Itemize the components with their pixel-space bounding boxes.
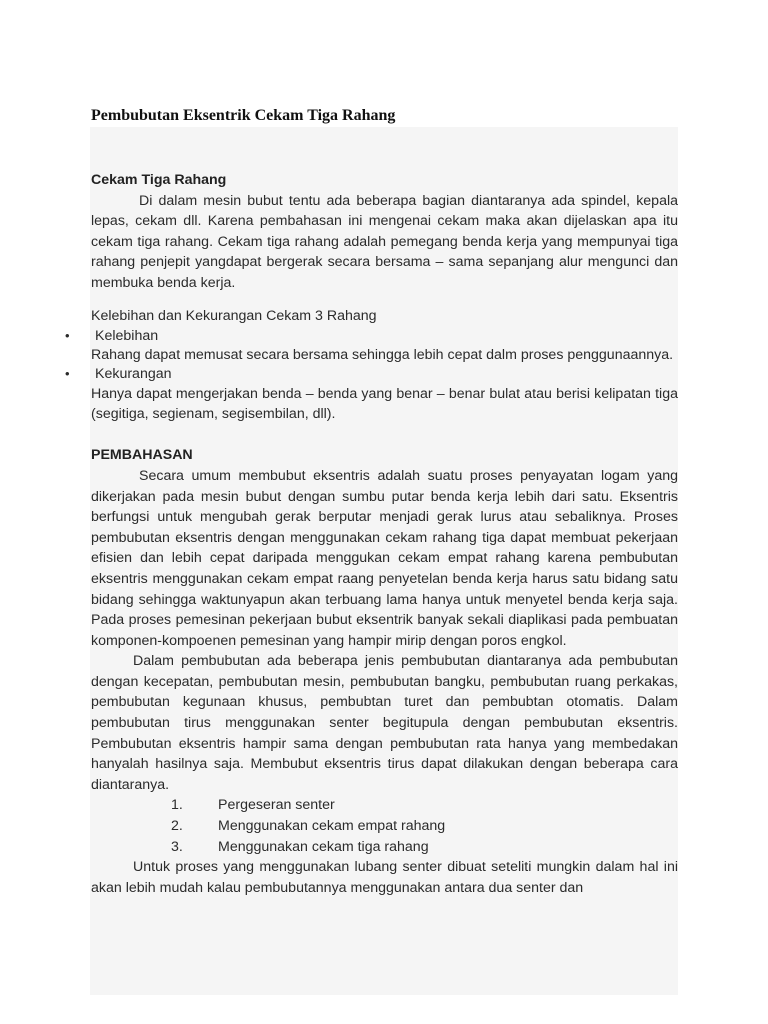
paragraph-pembahasan-2: Dalam pembubutan ada beberapa jenis pembubutan diantaranya ada pembubutan dengan kecepatan, pembubutan mesin, pembubutan bangku, pembubutan ruang perkakas, pembubutan kegunaan khusus, pembubtan turet dan pembubtan otomatis. Dalam pembubutan tirus menggunakan senter begitupula dengan pembubutan eksentris. Pembubutan eksentris hampir sama dengan pembubutan rata hanya yang membedakan hanyalah hasilnya saja. Membubut eksentris tirus dapat dilakukan dengan beberapa cara diantaranya. (91, 653, 678, 793)
list-item (91, 795, 678, 816)
list-item-number: 3. (171, 838, 183, 855)
paragraph-cekam: Di dalam mesin bubut tentu ada beberapa bagian diantaranya ada spindel, kepala lepas, cekam dll. Karena pembahasan ini mengenai cekam maka akan dijelaskan apa itu cekam tiga rahang. Cekam tiga rahang adalah pemegang benda kerja yang mempunyai tiga rahang penjepit yangdapat bergerak secara bersama – sama sepanjang alur mengunci dan membuka benda kerja. (91, 192, 678, 291)
list-item (91, 816, 678, 837)
list-item-label: Kekurangan (95, 365, 172, 382)
section-heading-cekam: Cekam Tiga Rahang (91, 172, 227, 188)
page-title: Pembubutan Eksentrik Cekam Tiga Rahang (91, 107, 396, 124)
bullet-icon: • (65, 328, 70, 344)
list-item (91, 837, 678, 858)
list-item (65, 364, 678, 385)
list-item (65, 326, 678, 347)
bullet-icon: • (65, 365, 70, 381)
paragraph-pembahasan-1: Secara umum membubut eksentris adalah suatu proses penyayatan logam yang dikerjakan pada mesin bubut dengan sumbu putar benda kerja lebih dari satu. Eksentris berfungsi untuk mengubah gerak berputar menjadi gerak lurus atau sebaliknya. Proses pembubutan eksentris dengan menggunakan cekam rahang tiga dapat membuat pekerjaan efisien dan lebih cepat daripada menggukan cekam empat rahang karena pembubutan eksentris menggunakan cekam empat raang penyetelan benda kerja harus satu bidang satu bidang sehingga waktunyapun akan terbuang lama hanya untuk menyetel benda kerja saja. Pada proses pemesinan pekerjaan bubut eksentrik banyak sekali diaplikasi pada pembuatan komponen-kompoenen pemesinan yang hampir mirip dengan poros engkol. (91, 467, 678, 649)
list-item-text: Menggunakan cekam tiga rahang (218, 838, 429, 855)
list-item-label: Kelebihan (95, 328, 159, 345)
document-body (65, 170, 678, 898)
list-item-text: Pergeseran senter (218, 797, 335, 814)
list-item-number: 1. (171, 797, 183, 814)
section-heading-pembahasan: PEMBAHASAN (91, 447, 193, 464)
paragraph-pembahasan-3: Untuk proses yang menggunakan lubang senter dibuat seteliti mungkin dalam hal ini akan lebih mudah kalau pembubutannya menggunakan antara dua senter dan (91, 859, 678, 896)
list-item-description: Hanya dapat mengerjakan benda – benda yang benar – benar bulat atau berisi kelipatan tiga (segitiga, segienam, segisembilan, dll). (91, 386, 678, 423)
list-item-description: Rahang dapat memusat secara bersama sehingga lebih cepat dalm proses penggunaannya. (91, 346, 674, 363)
list-item-number: 2. (171, 818, 183, 835)
section-heading-kelebihan-kekurangan: Kelebihan dan Kekurangan Cekam 3 Rahang (91, 307, 377, 324)
bullet-list (65, 326, 678, 424)
list-item-text: Menggunakan cekam empat rahang (218, 818, 446, 835)
numbered-list (91, 795, 678, 857)
